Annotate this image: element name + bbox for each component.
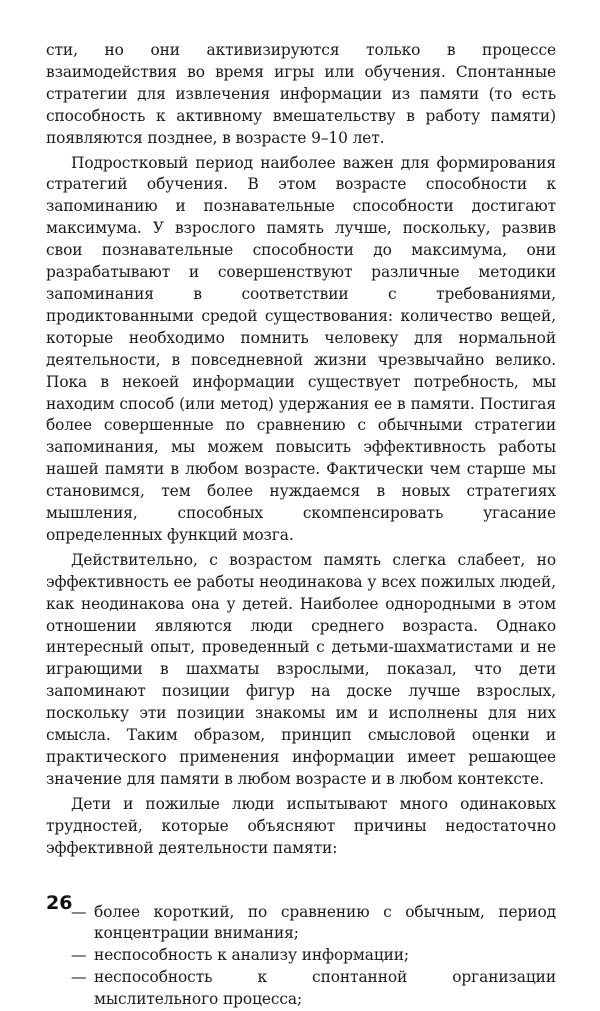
difficulties-list [46, 902, 556, 1011]
page-body-text [46, 40, 556, 1011]
list-item-text: неспособность к анализу информации; [94, 946, 410, 965]
paragraph-adolescence: Подростковый период наиболее важен для формирования стратегий обучения. В этом возрасте способности к запоминанию и познавательные способности достигают максимума. У взрослого память лучше, поскольку, развив свои познавательные способности до максимума, они разрабатывают и совершенствуют различные методики запоминания в соответствии с требованиями, продиктованными средой существования: количество вещей, которые необходимо помнить человеку для нормальной деятельности, в повседневной жизни чрезвычайно велико. Пока в некоей информации существует потребность, мы находим способ (или метод) удержания ее в памяти. Постигая более совершенные по сравнению с обычными стратегии запоминания, мы можем повысить эффективность работы нашей памяти в любом возрасте. Фактически чем старше мы становимся, тем более нуждаемся в новых стратегиях мышления, способных скомпенсировать угасание определенных функций мозга. [46, 153, 556, 544]
list-dash-marker: — [71, 902, 87, 921]
paragraph-difficulties-intro: Дети и пожилые люди испытывают много одинаковых трудностей, которые объясняют причины недостаточно эффективной деятельности памяти: [46, 794, 556, 857]
list-item-text: неспособность к спонтанной организации мыслительного процесса; [94, 968, 556, 1009]
page-number: 26 [46, 892, 73, 914]
list-item-text: более короткий, по сравнению с обычным, период концентрации внимания; [94, 902, 556, 943]
list-dash-marker: — [71, 946, 87, 965]
list-item [46, 967, 556, 1011]
list-dash-marker: — [71, 968, 87, 987]
list-item [46, 902, 556, 946]
paragraph-age-memory: Действительно, с возрастом память слегка слабеет, но эффективность ее работы неодинакова у всех пожилых людей, как неодинакова она у детей. Наиболее однородными в этом отношении являются люди среднего возраста. Однако интересный опыт, проведенный с детьми-шахматистами и не играющими в шахматы взрослыми, показал, что дети запоминают позиции фигур на доске лучше взрослых, поскольку эти позиции знакомы им и исполнены для них смысла. Таким образом, принцип смысловой оценки и практического применения информации имеет решающее значение для памяти в любом возрасте и в любом контексте. [46, 550, 556, 788]
paragraph-continuation: сти, но они активизируются только в процессе взаимодействия во время игры или обучения. Спонтанные стратегии для извлечения информации из памяти (то есть способность к активному вмешательству в работу памяти) появляются позднее, в возрасте 9–10 лет. [46, 41, 556, 147]
list-item [46, 945, 556, 967]
